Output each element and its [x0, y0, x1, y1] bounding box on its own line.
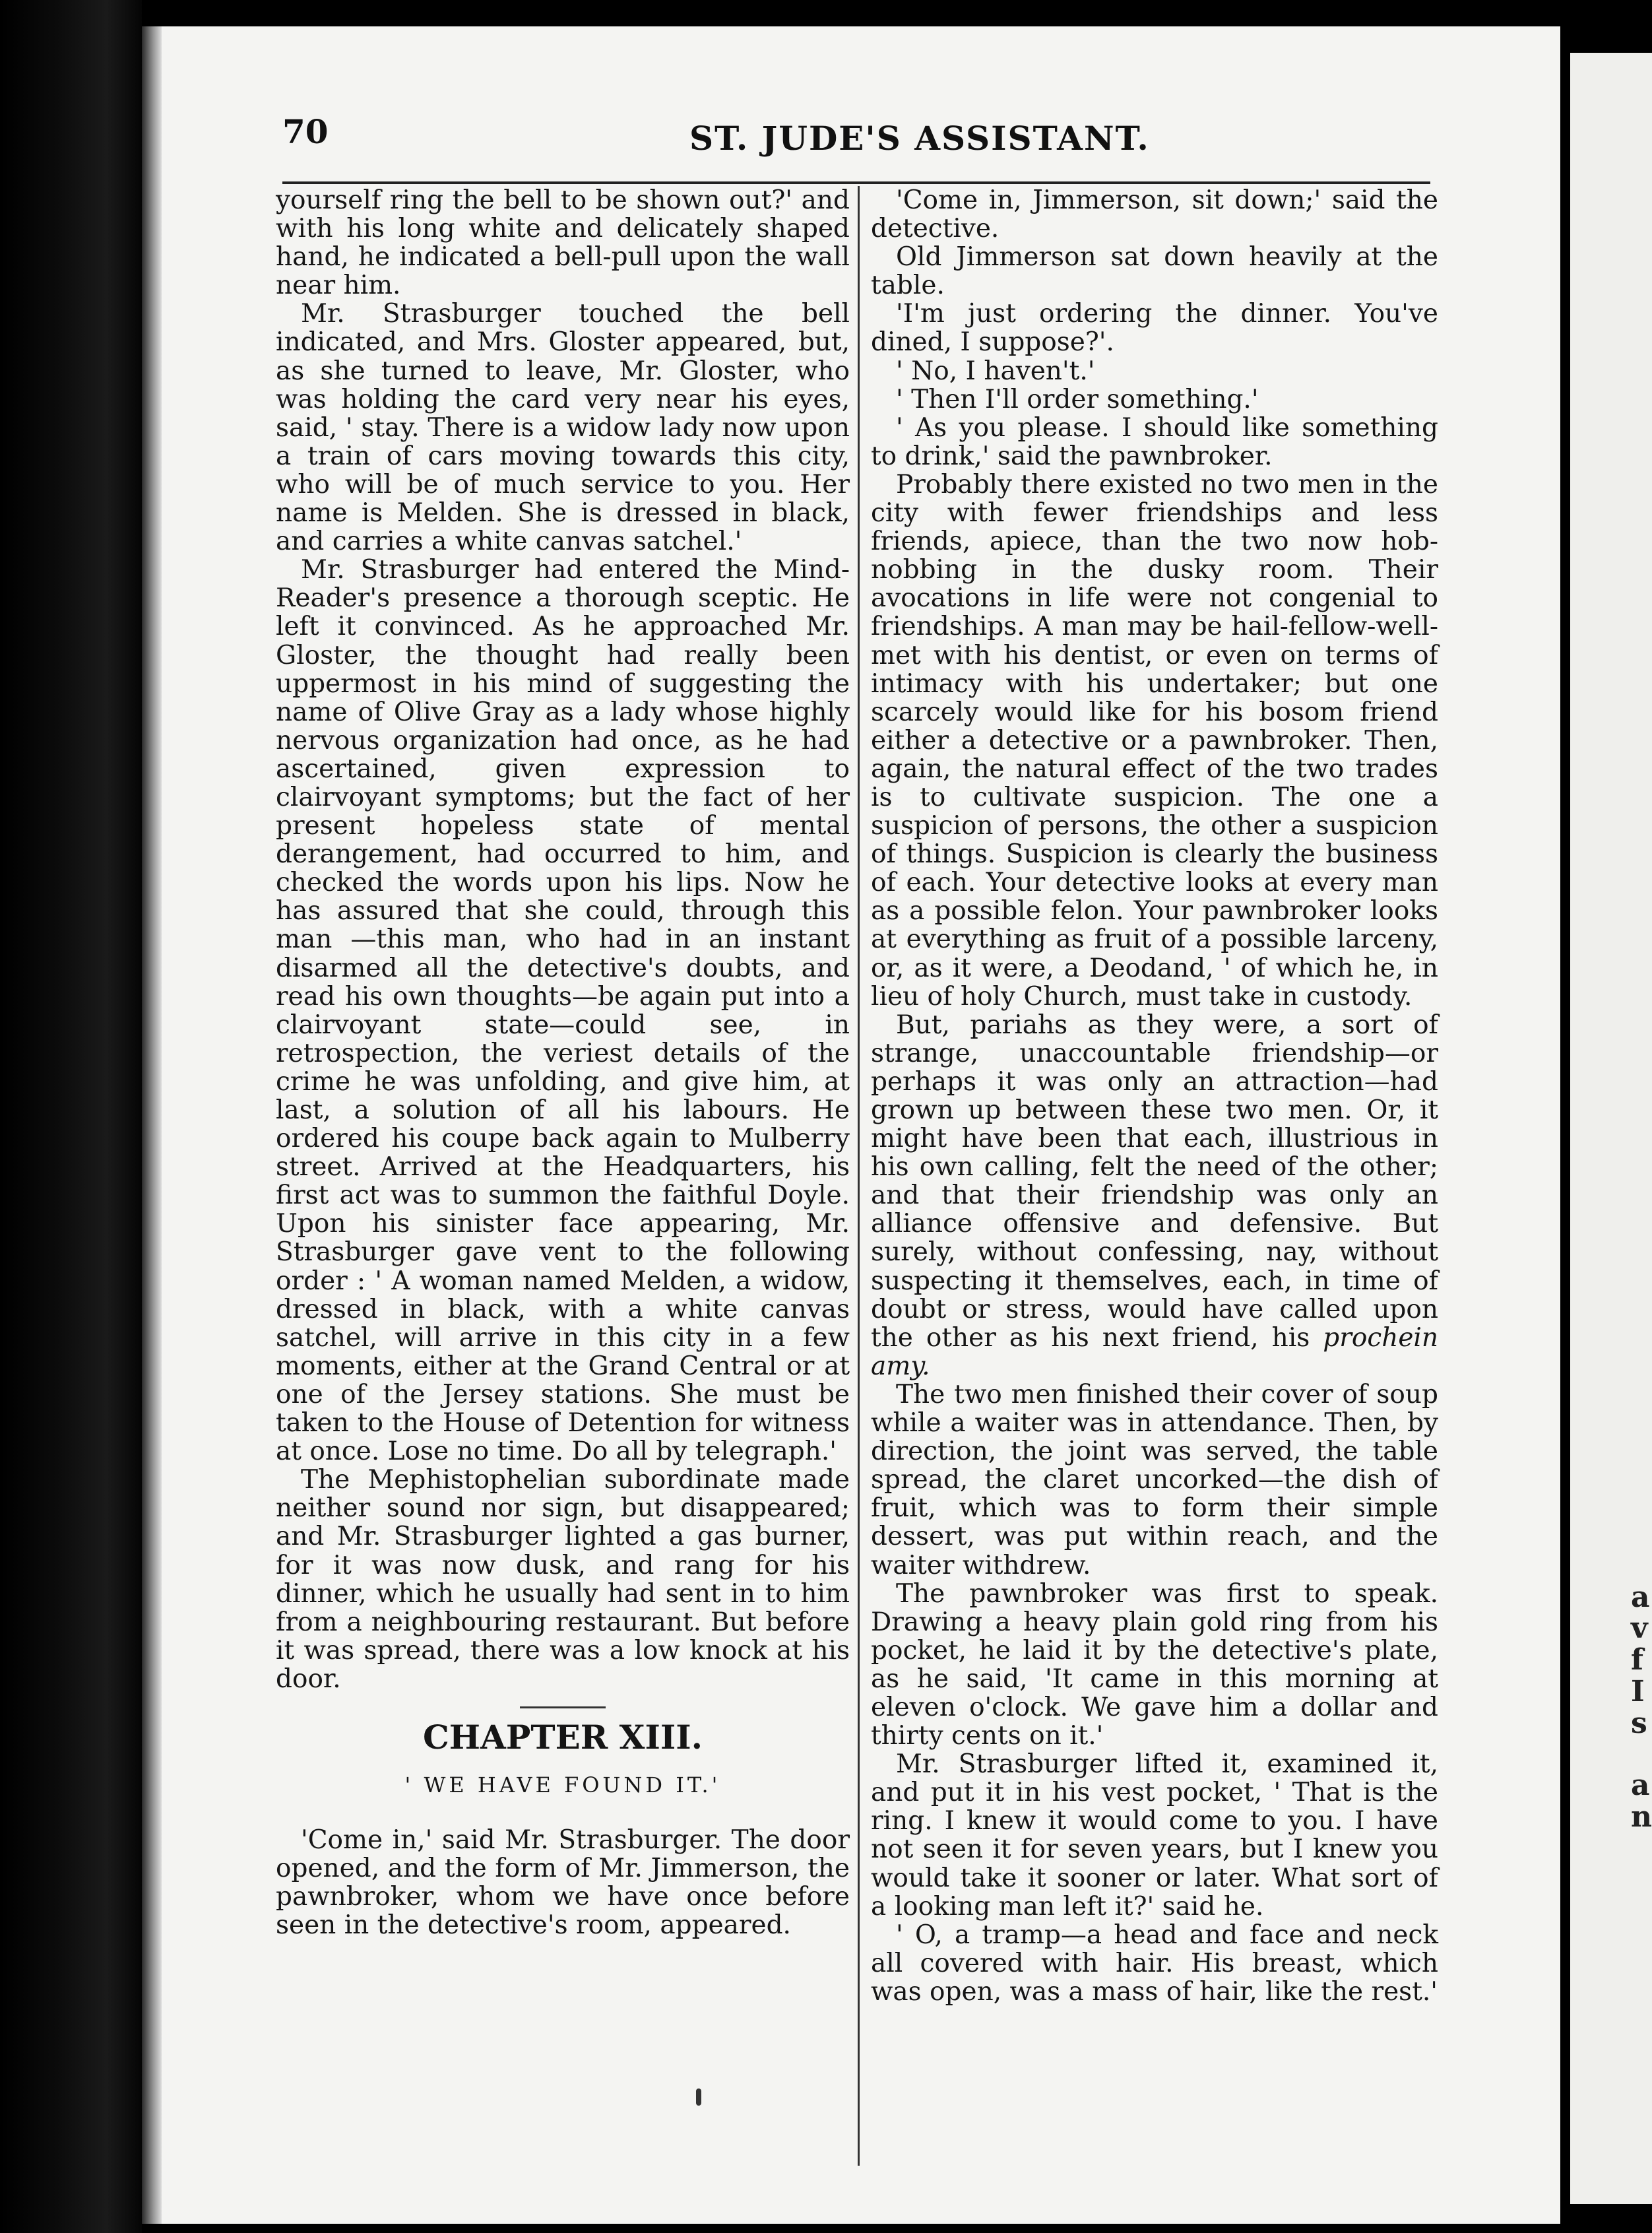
facing-page-fragment: f [1631, 1643, 1643, 1677]
facing-page-fragment: s [1631, 1706, 1647, 1740]
paragraph [871, 1011, 1438, 1380]
facing-page-fragment: v [1631, 1611, 1648, 1645]
paragraph: The pawnbroker was first to speak. Drawing a heavy plain gold ring from his pocket, he laid it by the detective's plate, as he said, 'It came in this morning at eleven o'clock. We gave him a dollar and thirty cents on it.' [871, 1578, 1438, 1751]
paragraph: Mr. Strasburger had entered the Mind-Reader's presence a thorough sceptic. He left it convinced. As he approached Mr. Gloster, the thought had really been uppermost in his mind of suggesting the name of Olive Gray as a lady whose highly nervous organization had once, as he had ascertained, given expression to clairvoyant symptoms; but the fact of her present hopeless state of mental derangement, had occurred to him, and checked the words upon his lips. Now he has assured that she could, through this man —this man, who had in an instant disarmed all the detective's doubts, and read his own thoughts—be again put into a clairvoyant state—could see, in retrospection, the veriest details of the crime he was unfolding, and give him, at last, a solution of all his labours. He ordered his coupe back again to Mulberry street. Arrived at the Headquarters, his first act was to summon the faithful Doyle. Upon his sinister face appearing, Mr. Strasburger gave vent to the following order : ' A woman named Melden, a widow, dressed in black, with a white canvas satchel, will arrive in this city in a few moments, either at the Grand Central or at one of the Jersey stations. She must be taken to the House of Detention for witness at once. Lose no time. Do all by telegraph.' [276, 555, 850, 1467]
chapter-rule [520, 1706, 606, 1708]
facing-page-fragment: I [1631, 1675, 1645, 1708]
paragraph: yourself ring the bell to be shown out?' and with his long white and delicately shaped hand, he indicated a bell-pull upon the wall near him. [276, 185, 850, 301]
right-column [871, 186, 1438, 2006]
paragraph: 'Come in,' said Mr. Strasburger. The door opened, and the form of Mr. Jimmerson, the pawnbroker, whom we have once before seen in the detective's room, appeared. [276, 1825, 850, 1941]
paragraph: Old Jimmerson sat down heavily at the table. [871, 242, 1438, 301]
paragraph: ' Then I'll order something.' [896, 384, 1259, 414]
paragraph: ' As you please. I should like something to drink,' said the pawnbroker. [871, 412, 1438, 471]
column-divider [858, 186, 860, 2166]
page-number: 70 [282, 112, 329, 151]
facing-page-fragment: a [1631, 1768, 1650, 1802]
facing-page-fragment: n [1631, 1800, 1652, 1834]
paragraph: The Mephistophelian subordinate made neither sound nor sign, but disappeared; and Mr. Strasburger lighted a gas burner, for it was now dusk, and rang for his dinner, which he usually had sent in to him from a neighbouring restaurant. But before it was spread, there was a low knock at his door. [276, 1465, 850, 1694]
running-head: ST. JUDE'S ASSISTANT. [689, 119, 1150, 158]
paragraph: ' No, I haven't.' [896, 356, 1095, 386]
italic-phrase: prochein amy. [871, 1322, 1438, 1381]
paragraph: Mr. Strasburger touched the bell indicated, and Mrs. Gloster appeared, but, as she turned to leave, Mr. Gloster, who was holding the card very near his eyes, said, ' stay. There is a widow lady now upon a train of cars moving towards this city, who will be of much service to you. Her name is Melden. She is dressed in black, and carries a white canvas satchel.' [276, 299, 850, 557]
facing-page-edge [1570, 53, 1652, 2204]
chapter-subtitle: ' WE HAVE FOUND IT.' [404, 1772, 721, 1798]
paragraph: Probably there existed no two men in the city with fewer friendships and less friends, apiece, than the two now hob-nobbing in the dusky room. Their avocations in life were not congenial to friendships. A man may be hail-fellow-well-met with his dentist, or even on terms of intimacy with his undertaker; but one scarcely would like for his bosom friend either a detective or a pawnbroker. Then, again, the natural effect of the two trades is to cultivate suspicion. The one a suspicion of persons, the other a suspicion of things. Suspicion is clearly the business of each. Your detective looks at every man as a possible felon. Your pawnbroker looks at everything as fruit of a possible larceny, or, as it were, a Deodand, ' of which he, in lieu of holy Church, must take in custody. [871, 469, 1438, 1012]
facing-page-fragment: a [1631, 1580, 1650, 1614]
paragraph: 'I'm just ordering the dinner. You've dined, I suppose?'. [871, 299, 1438, 358]
chapter-title: CHAPTER XIII. [422, 1717, 703, 1757]
paragraph: 'Come in, Jimmerson, sit down;' said the detective. [871, 185, 1438, 244]
ink-mark [696, 2088, 701, 2106]
book-spine [0, 0, 142, 2233]
paragraph: Mr. Strasburger lifted it, examined it, and put it in his vest pocket, ' That is the ring. I knew it would come to you. I have not seen it for seven years, but I knew you would take it sooner or later. What sort of a looking man left it?' said he. [871, 1749, 1438, 1922]
paragraph: The two men finished their cover of soup while a waiter was in attendance. Then, by direction, the joint was served, the table spread, the claret uncorked—the dish of fruit, which was to form their simple dessert, was put within reach, and the waiter withdrew. [871, 1379, 1438, 1580]
left-column [276, 186, 850, 1940]
paragraph-text: But, pariahs as they were, a sort of strange, unaccountable friendship—or perhaps it was only an attraction—had grown up between these two men. Or, it might have been that each, illustrious in his own calling, felt the need of the other; and that their friendship was only an alliance offensive and defensive. But surely, without confessing, nay, without suspecting it themselves, each, in time of doubt or stress, would have called upon the other as his next friend, his [871, 1010, 1438, 1353]
header-rule [282, 181, 1430, 184]
page-gutter [142, 26, 162, 2224]
paragraph: ' O, a tramp—a head and face and neck all covered with hair. His breast, which was open, was a mass of hair, like the rest.' [871, 1920, 1438, 2007]
